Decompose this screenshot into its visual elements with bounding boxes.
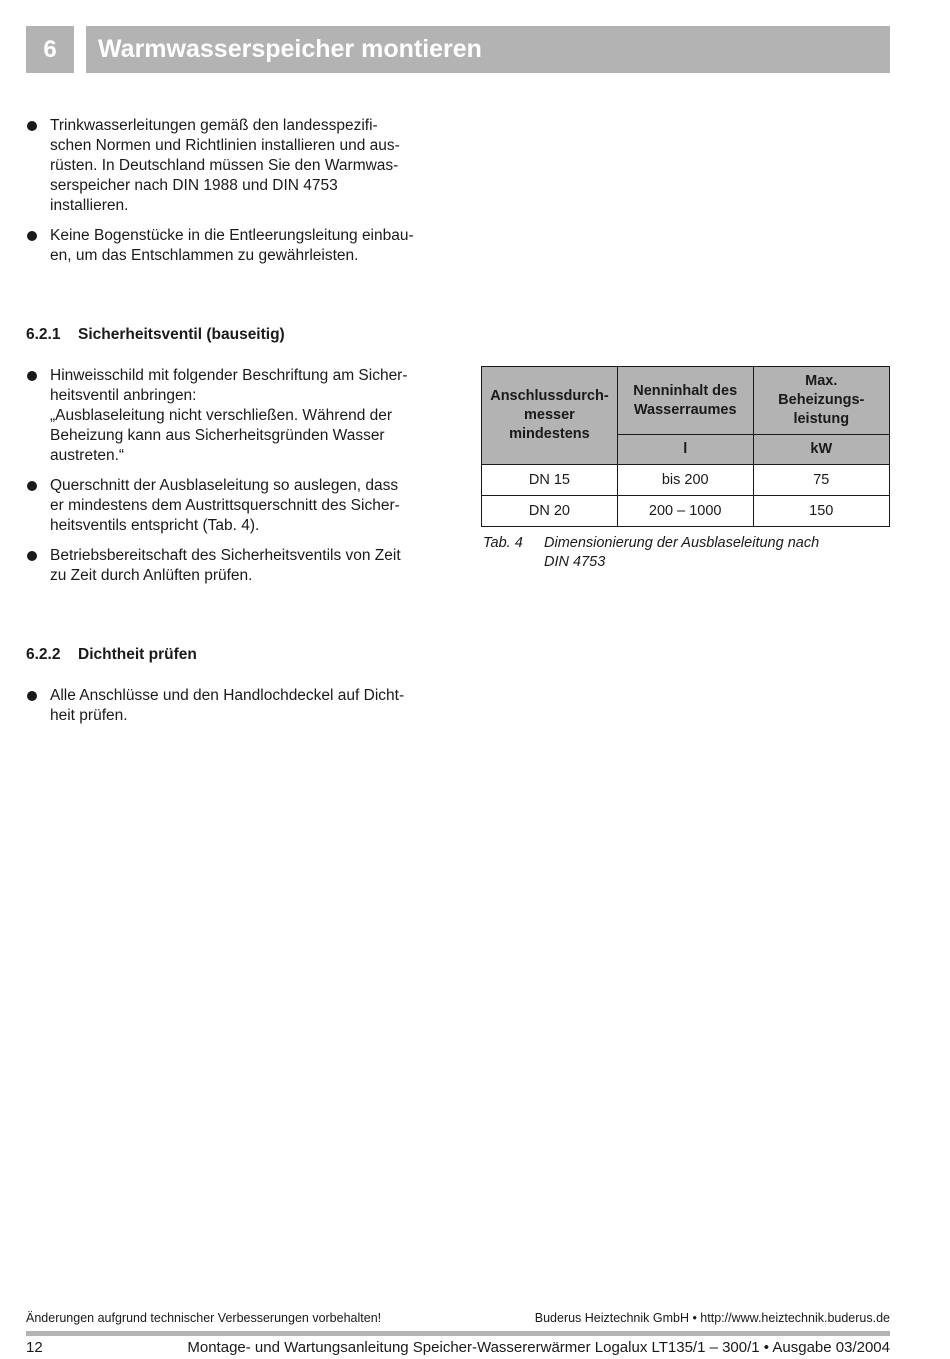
list-item: [26, 366, 438, 466]
section-title: Sicherheitsventil (bauseitig): [78, 326, 285, 343]
bullet-icon: [27, 481, 37, 491]
table-caption: [483, 534, 883, 572]
table-cell: bis 200: [617, 465, 753, 496]
bullet-icon: [27, 371, 37, 381]
chapter-number: 6: [26, 26, 74, 73]
table-cell: DN 15: [482, 465, 618, 496]
bullet-text: Hinweisschild mit folgender Beschriftung am Sicher- heitsventil anbringen: „Ausblaseleitung nicht verschließen. Während der Beheizung kann aus Sicherheitsgründen Wasser austreten.“: [50, 367, 408, 464]
bullet-text: Keine Bogenstücke in die Entleerungsleitung einbau- en, um das Entschlammen zu gewährleisten.: [50, 227, 414, 264]
bullet-icon: [27, 691, 37, 701]
chapter-title: [86, 26, 890, 73]
bullet-text: Alle Anschlüsse und den Handlochdeckel auf Dicht- heit prüfen.: [50, 687, 405, 724]
section-number: 6.2.2: [26, 646, 61, 663]
list-item: [26, 686, 438, 726]
table-header-cell: Anschlussdurch- messer mindestens: [482, 367, 618, 465]
bullet-text: Querschnitt der Ausblaseleitung so auslegen, dass er mindestens dem Austrittsquerschnitt des Sicher- heitsventils entspricht (Tab. 4).: [50, 477, 400, 534]
table-row: [482, 496, 890, 527]
section-heading-621: [26, 326, 285, 344]
leak-test-bullet-list: [26, 686, 438, 736]
footer-document-title: Montage- und Wartungsanleitung Speicher-Wassererwärmer Logalux LT135/1 – 300/1 • Ausgabe 03/2004: [187, 1339, 890, 1356]
table-unit-cell: kW: [753, 435, 889, 465]
section-title: Dichtheit prüfen: [78, 646, 197, 663]
section-heading-622: [26, 646, 197, 664]
footer-divider: [26, 1331, 890, 1336]
footer-company: Buderus Heiztechnik GmbH • http://www.heiztechnik.buderus.de: [534, 1311, 890, 1325]
safety-valve-bullet-list: [26, 366, 438, 596]
intro-bullet-list: [26, 116, 438, 276]
table-unit-cell: l: [617, 435, 753, 465]
page-number: 12: [26, 1339, 43, 1356]
caption-text: Dimensionierung der Ausblaseleitung nach DIN 4753: [544, 535, 820, 570]
table-cell: 150: [753, 496, 889, 527]
section-number: 6.2.1: [26, 326, 61, 343]
table-header-cell: Max. Beheizungs- leistung: [753, 367, 889, 435]
table-cell: 75: [753, 465, 889, 496]
table-row: [482, 465, 890, 496]
list-item: [26, 546, 438, 586]
footer-notice: Änderungen aufgrund technischer Verbesserungen vorbehalten!: [26, 1311, 382, 1325]
list-item: [26, 226, 438, 266]
table-cell: 200 – 1000: [617, 496, 753, 527]
bullet-icon: [27, 551, 37, 561]
bullet-icon: [27, 121, 37, 131]
chapter-title-text: Warmwasserspeicher montieren: [98, 35, 482, 63]
bullet-icon: [27, 231, 37, 241]
list-item: [26, 116, 438, 216]
caption-label: Tab. 4: [483, 535, 523, 551]
table-header-cell: Nenninhalt des Wasserraumes: [617, 367, 753, 435]
table-cell: DN 20: [482, 496, 618, 527]
list-item: [26, 476, 438, 536]
blow-off-line-table: [481, 366, 890, 527]
bullet-text: Betriebsbereitschaft des Sicherheitsventils von Zeit zu Zeit durch Anlüften prüfen.: [50, 547, 401, 584]
bullet-text: Trinkwasserleitungen gemäß den landesspezifi- schen Normen und Richtlinien installieren und aus- rüsten. In Deutschland müssen Sie den Warmwas- serspeicher nach DIN 1988 und DIN 4753 installieren.: [50, 117, 400, 214]
